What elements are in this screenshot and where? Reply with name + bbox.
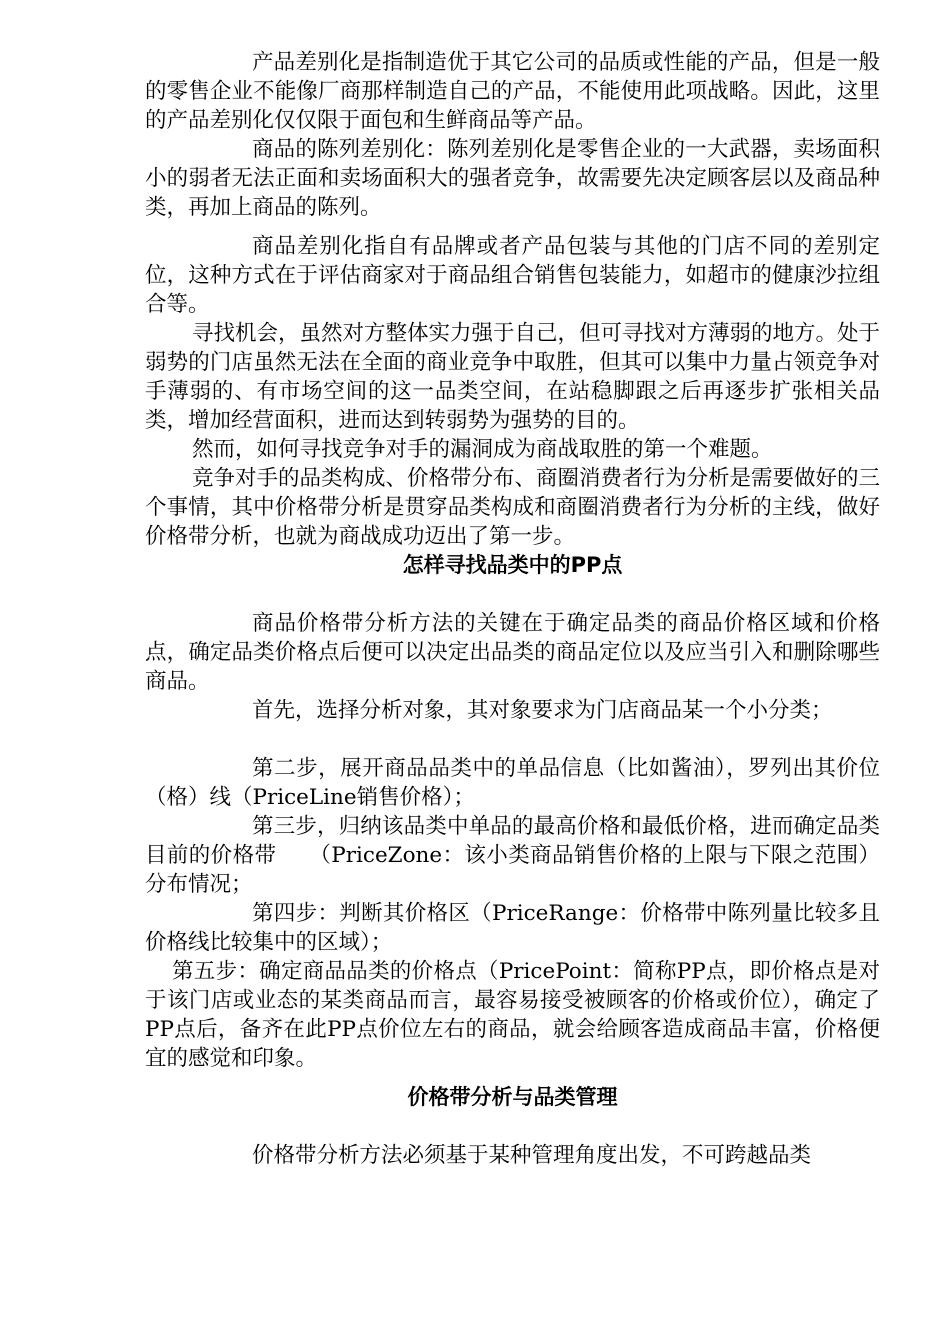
paragraph-step-five: 第五步：确定商品品类的价格点（PricePoint：简称PP点，即价格点是对于该门店或业态的某类商品而言，最容易接受被顾客的价格或价位），确定了PP点后，备齐在此PP点价位左右的商品，就会给顾客造成商品丰富，价格便宜的感觉和印象。	[145, 959, 880, 1071]
paragraph-product-differentiation: 产品差别化是指制造优于其它公司的品质或性能的产品，但是一般的零售企业不能像厂商那样制造自己的产品，不能使用此项战略。因此，这里的产品差别化仅仅限于面包和生鲜商品等产品。	[145, 50, 880, 133]
spacer	[145, 222, 880, 232]
paragraph-find-weakness: 然而，如何寻找竞争对手的漏洞成为商战取胜的第一个难题。	[192, 437, 773, 462]
spacer	[145, 580, 880, 609]
paragraph-step-four: 第四步：判断其价格区（PriceRange：价格带中陈列量比较多且价格线比较集中的区域）；	[145, 901, 880, 955]
paragraph-display-differentiation: 商品的陈列差别化：陈列差别化是零售企业的一大武器，卖场面积小的弱者无法正面和卖场面积大的强者竞争，故需要先决定顾客层以及商品种类，再加上商品的陈列。	[145, 137, 880, 220]
section-heading-pp-point: 怎样寻找品类中的PP点	[402, 553, 623, 577]
document-page	[145, 48, 880, 1170]
spacer	[145, 1073, 880, 1083]
paragraph-price-band-management: 价格带分析方法必须基于某种管理角度出发，不可跨越品类	[252, 1143, 812, 1168]
spacer	[145, 1112, 880, 1141]
paragraph-step-three: 第三步，归纳该品类中单品的最高价格和最低价格，进而确定品类目前的价格带 （PriceZone：该小类商品销售价格的上限与下限之范围）分布情况；	[145, 814, 880, 897]
paragraph-merchandise-differentiation: 商品差别化指自有品牌或者产品包装与其他的门店不同的差别定位，这种方式在于评估商家对于商品组合销售包装能力，如超市的健康沙拉组合等。	[145, 234, 880, 317]
section-heading-price-band-category: 价格带分析与品类管理	[407, 1085, 618, 1109]
paragraph-competitor-analysis: 竞争对手的品类构成、价格带分布、商圈消费者行为分析是需要做好的三个事情，其中价格带分析是贯穿品类构成和商圈消费者行为分析的主线，做好价格带分析，也就为商战成功迈出了第一步。	[145, 466, 881, 549]
paragraph-step-two: 第二步，展开商品品类中的单品信息（比如酱油），罗列出其价位（格）线（PriceLine销售价格）；	[145, 756, 880, 810]
paragraph-seek-opportunity: 寻找机会，虽然对方整体实力强于自己，但可寻找对方薄弱的地方。处于弱势的门店虽然无法在全面的商业竞争中取胜，但其可以集中力量占领竞争对手薄弱的、有市场空间的这一品类空间，在站稳脚跟之后再逐步扩张相关品类，增加经营面积，进而达到转弱势为强势的目的。	[145, 321, 881, 433]
paragraph-step-one: 首先，选择分析对象，其对象要求为门店商品某一个小分类；	[252, 698, 833, 723]
paragraph-price-band-key: 商品价格带分析方法的关键在于确定品类的商品价格区域和价格点，确定品类价格点后便可以决定出品类的商品定位以及应当引入和删除哪些商品。	[145, 611, 880, 694]
spacer	[145, 725, 880, 754]
